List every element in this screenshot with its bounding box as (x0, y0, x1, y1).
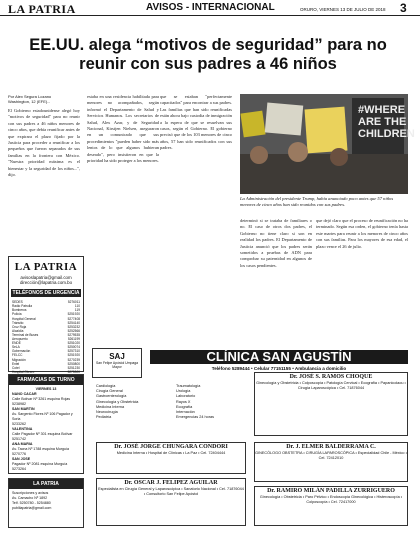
phone-number: 119 (74, 308, 80, 313)
phone-name: Terminal de Buses (12, 332, 39, 337)
phone-number: 110 (74, 304, 80, 309)
phone-number: 5257310 (67, 349, 80, 354)
clinic-service-item: Traumatología (176, 384, 201, 388)
doctor-name: Dr. J. ELMER BALDERRAMA C. (286, 444, 376, 450)
phone-name: Hospital Obrero (12, 369, 35, 374)
clinic-service-item: Internación (176, 410, 195, 415)
phone-name: SeLA (12, 345, 20, 350)
phone-name: Cruz Roja (12, 324, 27, 329)
byline-author: Por Alex Segura Lozano (8, 94, 52, 99)
article-photo (240, 94, 415, 194)
clinic-title: CLÍNICA SAN AGUSTÍN (150, 350, 408, 364)
phone-name: Aeropuerto (12, 337, 28, 342)
clinic-service-item: Medicina Interna (96, 404, 125, 409)
phone-name: Bomberos (12, 308, 27, 313)
page-number: 3 (400, 1, 407, 15)
phone-name: Migración (12, 357, 26, 362)
doctor-name: Dr. OSCAR J. FELIPEZ AGUILAR (124, 480, 218, 486)
doctor-specialty: Ginecología • Obstetricia • Paro Pélvico • Endoscopía Ginecológica • Histeroscopía • Colposcopía • Cel. 72417000 (259, 495, 403, 504)
pharmacy-city: SAN JOSE (12, 457, 31, 462)
info-brand: LA PATRIA (14, 261, 78, 273)
doctor-name: Dr. JOSÉ JORGE CHUNGARA CONDORI (114, 444, 228, 450)
clinic-service-item: Pediatría (96, 415, 112, 420)
phone-name: Entel (12, 361, 20, 366)
photo-caption: La Administración del presidente Trump, había anunciado poco antes que 57 niños menores de cinco años han sido reunidos con sus padres. (240, 196, 394, 207)
dateline: ORURO, VIERNES 13 DE JULIO DE 2018 (300, 7, 386, 12)
phone-number: 5251920 (67, 312, 80, 317)
article-column-3: que se estaban "perfectamente capacitados" para encontrar a sus padres. Las familias que han sido reunificadas están ahora bajo custodia de inmigración a la espera de que se resuelvan sus casos, según el Gobierno. El gobierno precisó que de los 103 menores de cinco años, 57 han sido reunificados con sus padres. (160, 94, 233, 151)
phone-number: 5261199 (67, 337, 80, 342)
doctor-name: Dr. RAMIRO MILÁN PADILLA ZURRIGUERO (267, 488, 395, 494)
clinic-phone: Teléfono 5289444 • Celular 77151155 • Ambulancia a domicilio (211, 366, 347, 371)
phone-number: 5250800 (67, 361, 80, 366)
pharmacy-city: SAN MARTIN (12, 407, 35, 412)
phone-name: ENDE (12, 341, 21, 346)
phone-name: Policía (12, 312, 22, 317)
byline (8, 94, 68, 104)
pharmacy-city: VALENTINA (12, 427, 33, 432)
clinic-logo (92, 348, 142, 378)
article-column-4: determinó si se trataba de familiares o no. El caso de otros dos padres, el Gobierno no tiene claro si son en realidad los padres. El Departamento de Justicia anunció que los padres serán sometidos a pruebas de ADN para comprobar su paternidad en algunos de los casos pendientes. (240, 218, 312, 268)
pharmacy-entry (12, 407, 80, 427)
subscription-line: Telf. 5250780 - 5254880 (12, 501, 51, 506)
subscription-line: Av. Camacho Nº 1892 (12, 496, 48, 501)
phone-name: FELCC (12, 353, 23, 358)
phone-number: 5275300 (67, 369, 80, 374)
phone-number: 5254140 (67, 320, 80, 325)
pharmacy-num: 5238982 (12, 402, 26, 407)
doctor-ad-1 (254, 372, 408, 436)
clinic-service-item: Ginecología y Obstetricia (96, 399, 139, 404)
pharmacy-entry (12, 427, 80, 442)
phone-number: 5251230 (67, 365, 80, 370)
pharmacy-num: 5233262 (12, 422, 26, 427)
clinic-service-item: Rayos X (176, 399, 191, 404)
emergency-phones-title: TELÉFONOS DE URGENCIA (12, 289, 80, 296)
doctor-specialty: Medicina Interna • Hospital de Clínicas • La Paz • Cel. 72404444 (116, 451, 226, 455)
clinic-service-item: Laboratorio (176, 394, 196, 399)
article-column-2: estaba en una residencia habilitada para menores no acompañados, según informó el Departamento de Salud y Servicios Humanos. Los secretarios de Salud, Alex Azar, y de Seguridad Nacional, Kirstjen Nielsen, aseguraron en un comunicado que sus procedimientos "pueden haber sido más lentos de lo que algunos hubieran deseado", pero insistieron en que la prioridad ha sido proteger a los menores. (87, 94, 159, 164)
phone-name: Alcaldía (12, 328, 24, 333)
pharmacy-addr: Av. Sargento Flores Nº 106 Pagador y Soria (12, 412, 73, 422)
doctor-ad-2 (96, 442, 246, 474)
phone-number: 5277408 (67, 316, 80, 321)
doctor-ad-4 (96, 478, 246, 526)
phone-number: 5250074 (67, 345, 80, 350)
pharmacy-addr: Av. Tacna Nº 1788 esquina Murguía (12, 447, 70, 452)
clinic-service-item: Ecografía (176, 404, 193, 409)
info-email-1: avisoslapatria@gmail.com (20, 274, 72, 280)
doctor-specialty: GINECÓLOGO OBSTETRA • CIRUGÍA LAPAROSCÓPICA • Especialidad Chile - México • Cel. 72412010 (255, 451, 407, 460)
phone-number: 5252566 (67, 328, 80, 333)
article-headline: EE.UU. alega “motivos de seguridad” para no reunir con sus padres a 46 niños (29, 36, 387, 73)
clinic-logo-text: San Felipe Apóstol Umpaga Mayor (95, 361, 139, 370)
section-title: AVISOS - INTERNACIONAL (146, 2, 275, 13)
pharmacy-date: VIERNES 13 (35, 387, 57, 392)
doctor-specialty: Especialista en Cirugía General y Laparoscópica • Sanatorio Nacional • Cel. 71876044 • Consultorio San Felipe Apóstol (98, 487, 244, 496)
phone-name: SEDES (12, 300, 23, 305)
pharmacy-entry (12, 457, 80, 472)
phone-name: Tránsito (12, 320, 24, 325)
pharmacy-box (8, 374, 84, 474)
info-box (8, 256, 84, 372)
masthead-logo: LA PATRIA (8, 2, 76, 16)
doctor-name: Dr. JOSÉ S. RAMOS CHOQUE (289, 374, 373, 380)
pharmacy-addr: Pagador Nº 2081 esquina Murguía (12, 462, 68, 467)
phone-number: 5253232 (67, 324, 80, 329)
info-email-2: dirección@lapatria.com.bo (19, 280, 73, 286)
subscription-line: publilapatria@gmail.com (12, 506, 52, 511)
pharmacy-addr: Calle Bolívar Nº 3261 esquina Rojas (12, 397, 71, 402)
pharmacy-num: 5251742 (12, 437, 26, 442)
byline-place: Washington, 12 (EFE).- (8, 99, 50, 104)
pharmacy-num: 5273264 (12, 467, 26, 472)
page-header (0, 0, 420, 16)
clinic-services-left (96, 384, 166, 420)
phone-number: 5270239 (67, 357, 80, 362)
pharmacy-city: NANO CACAR (12, 392, 37, 397)
phone-name: Radio Patrulla (12, 304, 33, 309)
article-column-1: El Gobierno estadounidense alegó hoy "motivos de seguridad" para no reunir con sus padres a 46 niños menores de cinco años, que debía reunificar antes de que expirara el plazo fijado por la Justicia para proceder a reunificar a los pequeños que fueron separados de sus familias en la frontera con México. "Nuestra prioridad máxima es el bienestar y la seguridad de los niños...", dijo. (8, 108, 80, 178)
pharmacy-list (12, 392, 80, 472)
doctor-ad-5 (254, 486, 408, 526)
subscription-box (8, 478, 84, 528)
clinic-service-item: Neurocirugía (96, 410, 118, 415)
phone-number: 5279535 (67, 332, 80, 337)
pharmacy-title: FARMACIAS DE TURNO (9, 375, 83, 385)
protest-sign-text: #WHERE ARE THE CHILDREN (358, 104, 415, 140)
doctor-specialty: Ginecología y Obstetricia • Colposcopía • Patología Cervical • Ecografía • Papanicolaou • Cirugía Laparoscópica • Cel. 71876044 (256, 381, 406, 390)
phone-name: Gobernación (12, 349, 31, 354)
phone-number: 5276011 (67, 300, 80, 305)
clinic-ad (92, 348, 408, 528)
subscription-line: Suscripciones y avisos (12, 491, 49, 496)
clinic-service-item: Gastroenterología (96, 394, 127, 399)
pharmacy-addr: Calle Pagador Nº 301 esquina Bolívar (12, 432, 73, 437)
clinic-service-item: Urología (176, 389, 191, 394)
doctor-ad-3 (254, 442, 408, 482)
article-column-5: que dejó claro que el proceso de reunificación no ha terminado. Según esa orden, el gobierno tenía hasta este martes para reunir a los menores de cinco años con sus familias. Para los mayores de esa edad, el plazo vence el 26 de julio. (316, 218, 408, 249)
pharmacy-entry (12, 442, 80, 457)
subscription-title: LA PATRIA (9, 479, 83, 489)
phone-name: Hospital General (12, 316, 36, 321)
clinic-service-item: Cirugía General (96, 389, 123, 394)
phone-number: 5251020 (67, 341, 80, 346)
clinic-service-item: Cardiología (96, 384, 116, 388)
phone-number: 5251920 (67, 353, 80, 358)
clinic-services-right (176, 384, 246, 420)
pharmacy-city: ANA MARIA (12, 442, 33, 447)
pharmacy-entry (12, 392, 80, 407)
phone-name: Cotel (12, 365, 20, 370)
pharmacy-num: 5270776 (12, 452, 26, 457)
clinic-logo-mark: SAJ (109, 352, 125, 361)
emergency-phones-list (9, 300, 83, 378)
clinic-service-item: Emergencias 24 horas (176, 415, 214, 420)
